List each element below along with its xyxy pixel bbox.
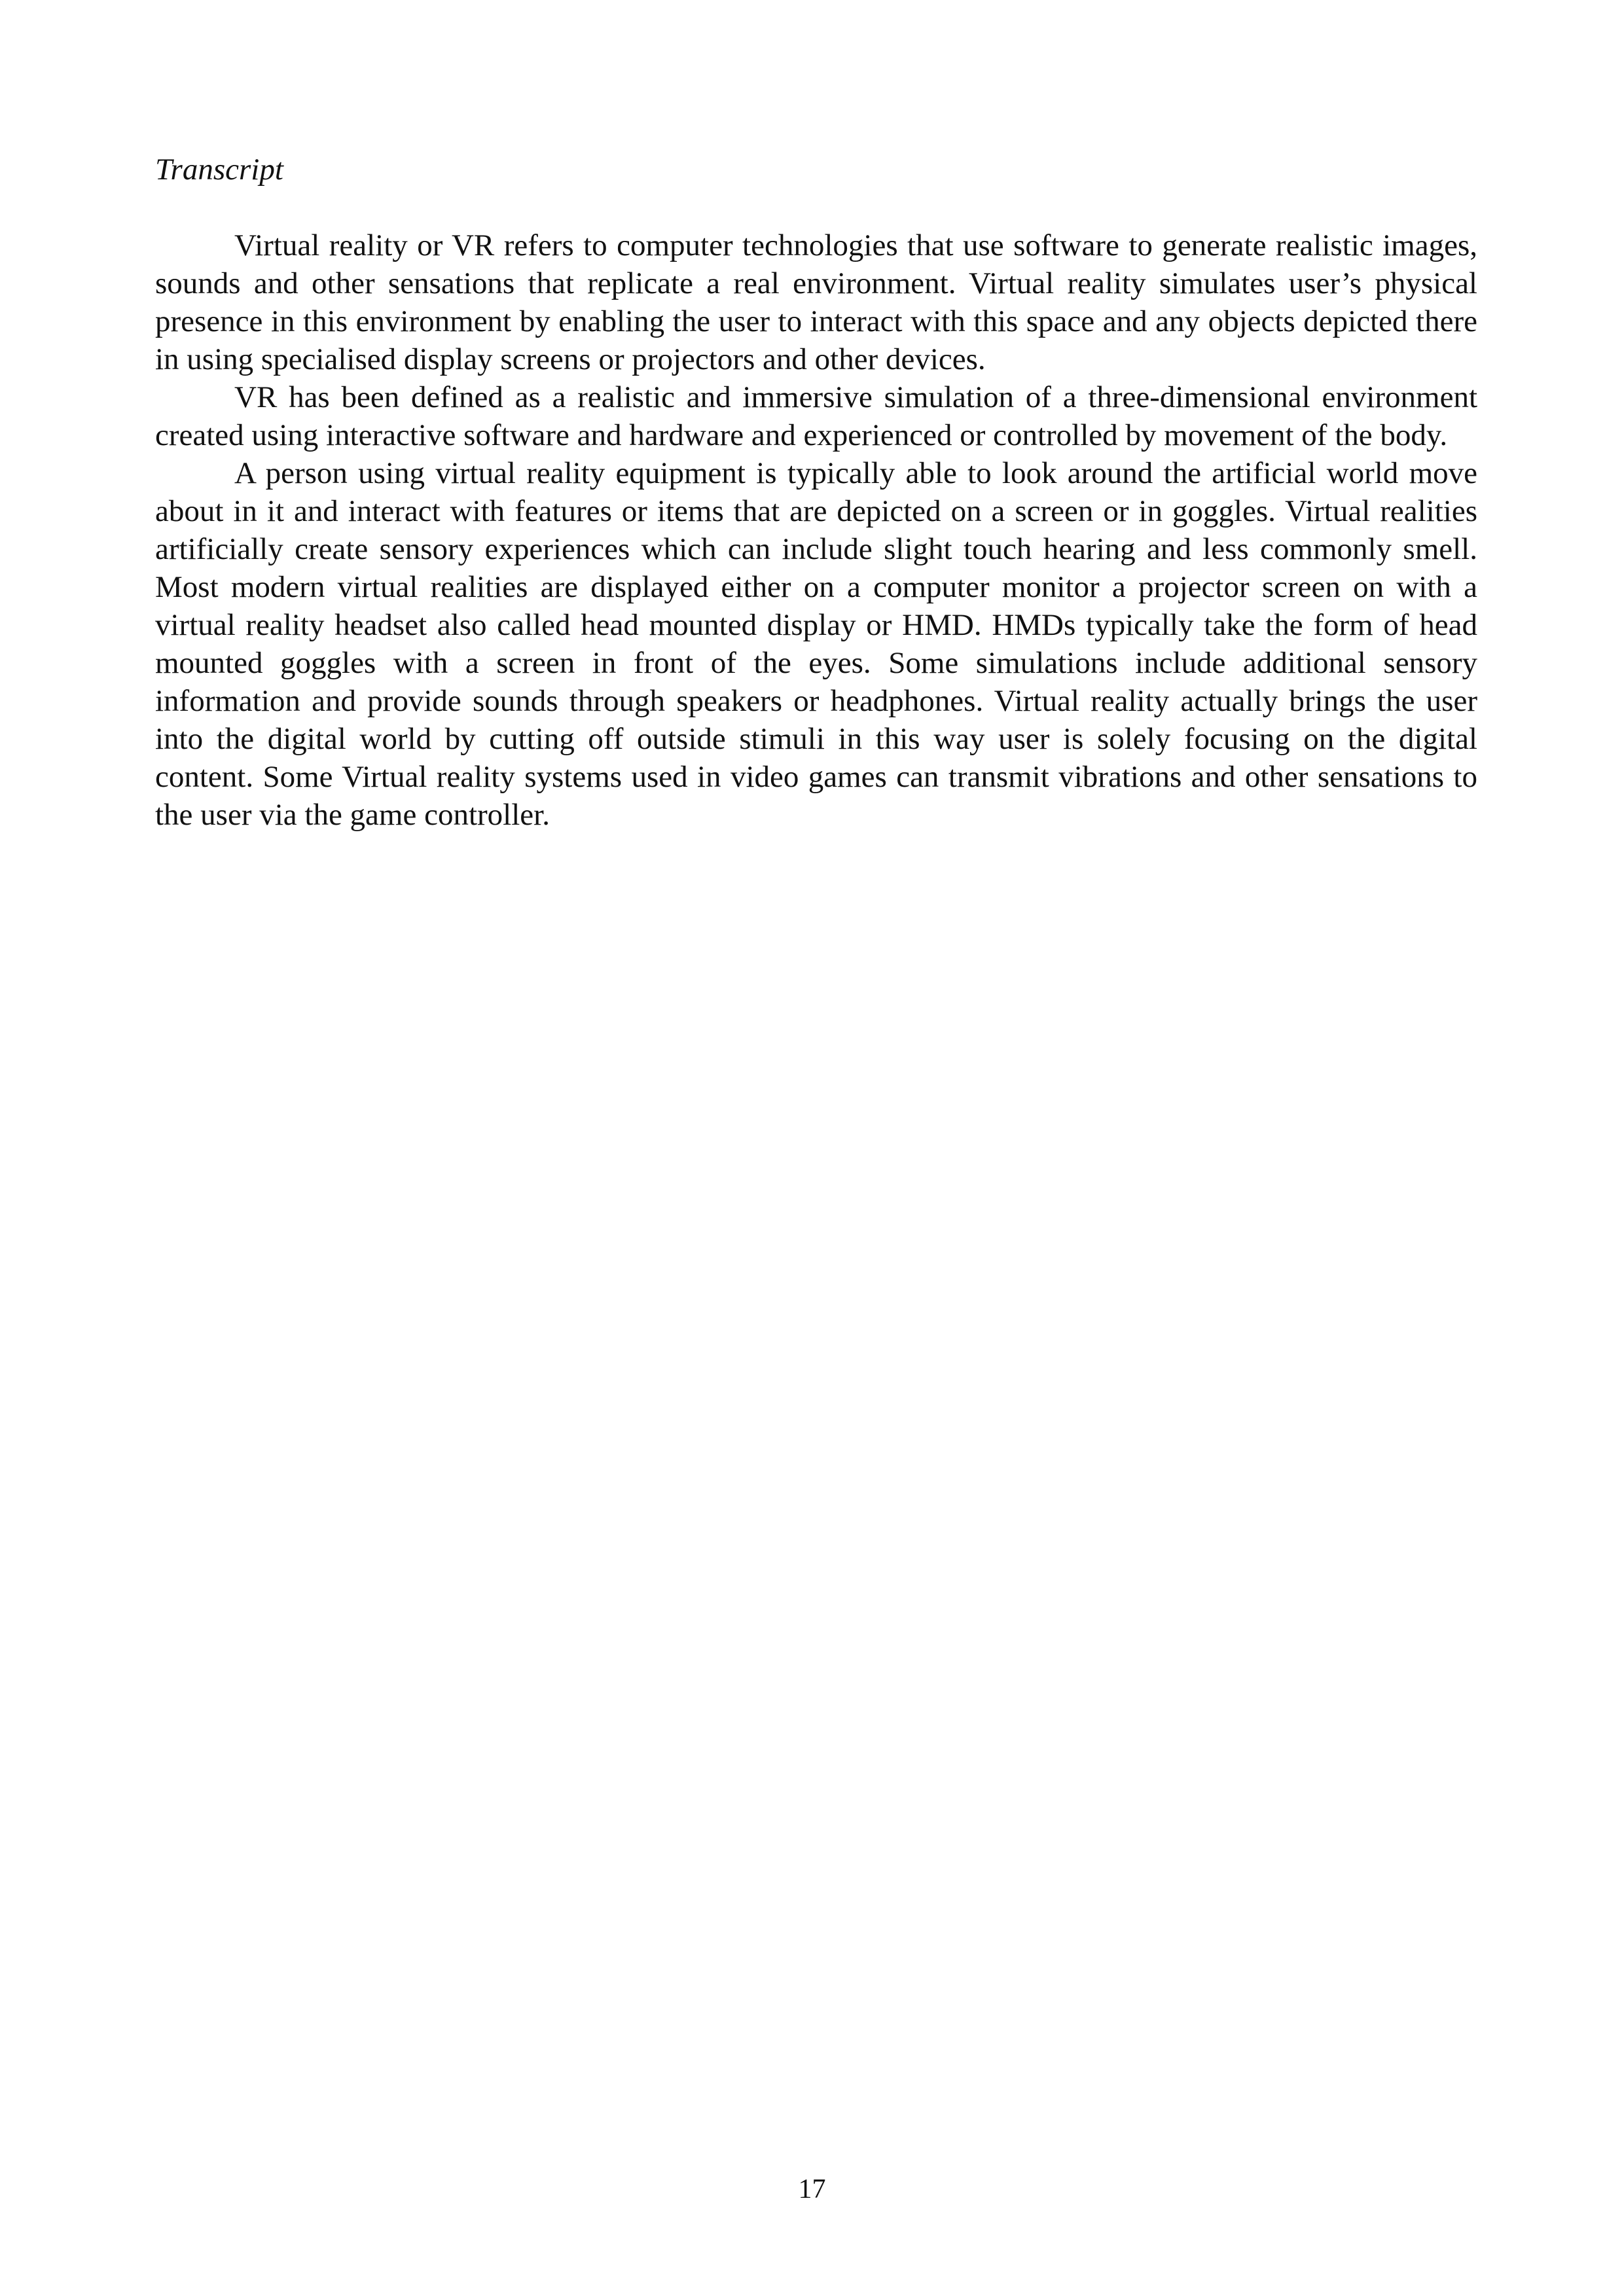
page-number: 17	[798, 2174, 826, 2204]
paragraph-vr-simulation: VR has been defined as a realistic and immersive simulation of a three-dimensional environment created using interactive software and hardware and experienced or controlled by movement of the body.	[155, 380, 1477, 452]
paragraph-vr-definition: Virtual reality or VR refers to computer technologies that use software to generate realistic images, sounds and other sensations that replicate a real environment. Virtual reality simulates user’s physical presence in this environment by enabling the user to interact with this space and any objects depicted there in using specialised display screens or projectors and other devices.	[155, 228, 1477, 376]
page-body	[155, 151, 1477, 834]
section-title: Transcript	[155, 152, 283, 187]
paragraph-vr-equipment: A person using virtual reality equipment is typically able to look around the artificial world move about in it and interact with features or items that are depicted on a screen or in goggles. Virtual realities artificially create sensory experiences which can include slight touch hearing and less commonly smell. Most modern virtual realities are displayed either on a computer monitor a projector screen on with a virtual reality headset also called head mounted display or HMD. HMDs typically take the form of head mounted goggles with a screen in front of the eyes. Some simulations include additional sensory information and provide sounds through speakers or headphones. Virtual reality actually brings the user into the digital world by cutting off outside stimuli in this way user is solely focusing on the digital content. Some Virtual reality systems used in video games can transmit vibrations and other sensations to the user via the game controller.	[155, 456, 1477, 832]
